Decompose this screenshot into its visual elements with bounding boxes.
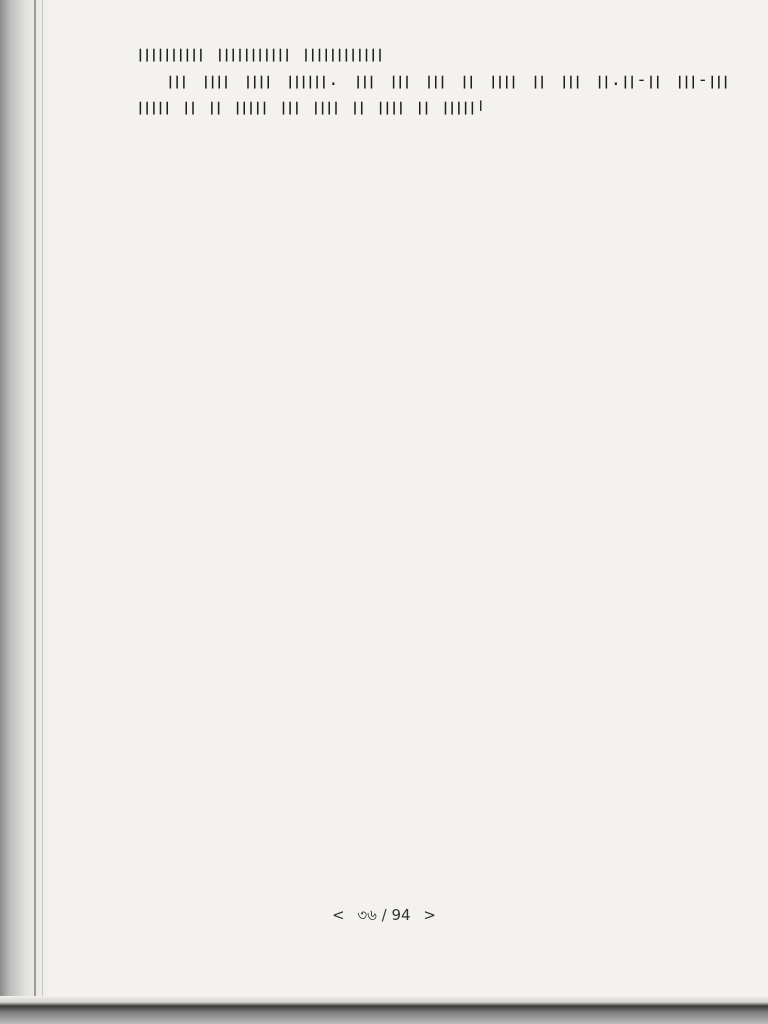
next-page-button[interactable]: > <box>423 906 436 924</box>
page-bottom-edge <box>0 996 768 1024</box>
paragraph: ꞁꞁꞁ ꞁꞁꞁꞁ ꞁꞁꞁꞁ ꞁꞁꞁꞁꞁꞁ. ꞁꞁꞁ ꞁꞁꞁ ꞁꞁꞁ ꞁꞁ ꞁꞁꞁꞁ ꞁꞁ ꞁꞁꞁ ꞁꞁ.ꞁꞁ-ꞁꞁ ꞁꞁꞁ-ꞁꞁꞁ ꞁꞁꞁꞁꞁ ꞁꞁ ꞁꞁ ꞁꞁꞁꞁꞁ ꞁꞁꞁ ꞁꞁꞁꞁ ꞁꞁ ꞁꞁꞁꞁ ꞁꞁ ꞁꞁꞁꞁꞁ। <box>138 69 730 117</box>
page-left-shadow <box>0 0 48 1024</box>
page-fold-line <box>34 0 36 1000</box>
page-fold-line-secondary <box>42 0 43 1000</box>
paragraph: ꞁꞁꞁꞁꞁꞁꞁꞁꞁꞁ ꞁꞁꞁꞁꞁꞁꞁꞁꞁꞁꞁ ꞁꞁꞁꞁꞁꞁꞁꞁꞁꞁꞁꞁ <box>138 43 385 63</box>
page-footer <box>0 904 768 929</box>
document-body <box>138 40 730 120</box>
page-number: ৩৬ / 94 <box>357 906 411 924</box>
prev-page-button[interactable]: < <box>332 906 345 924</box>
